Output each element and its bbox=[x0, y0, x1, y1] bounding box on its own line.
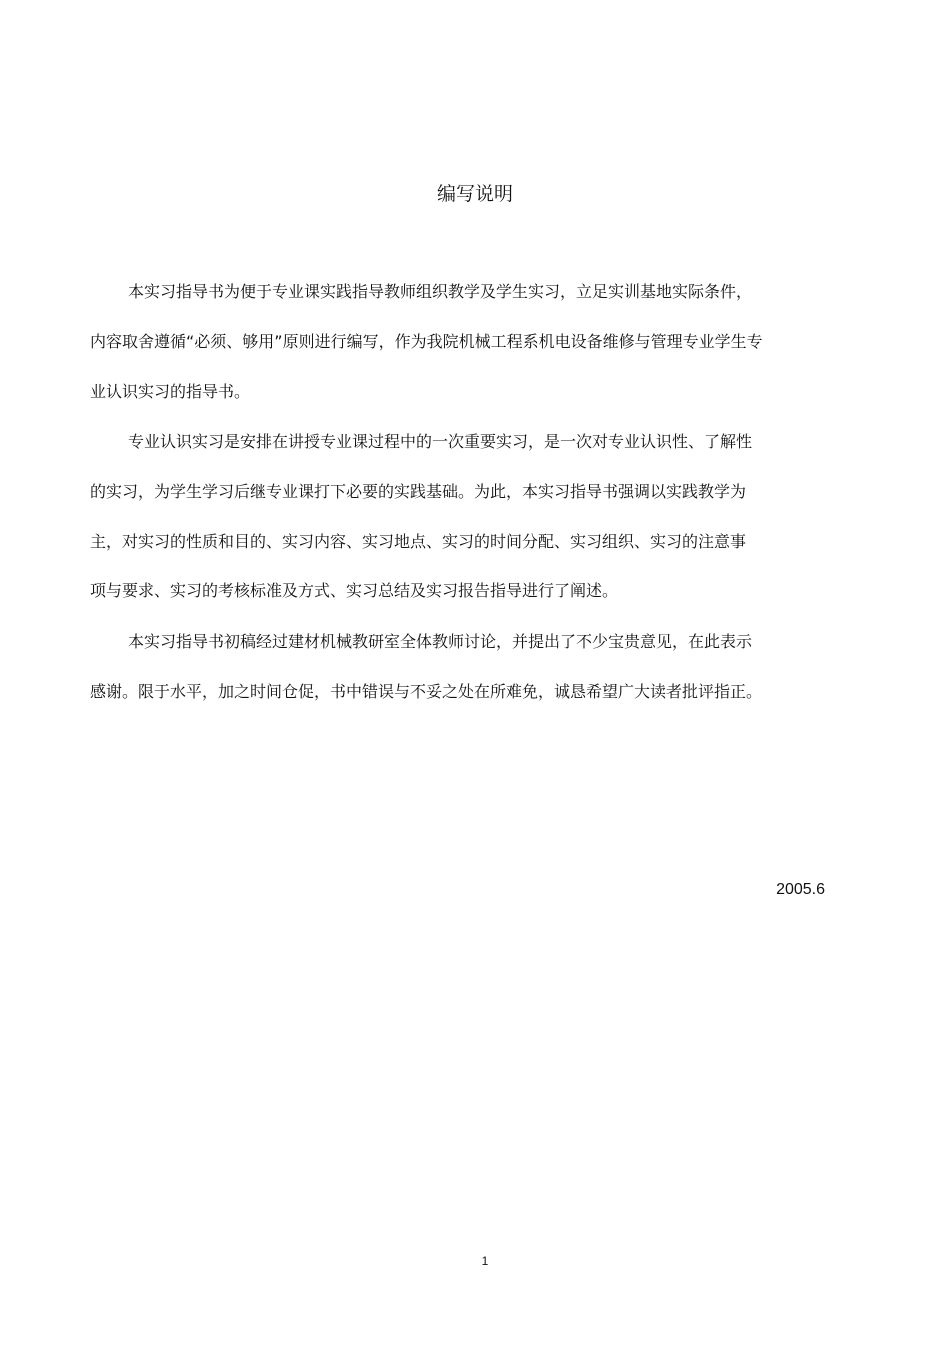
paragraph-line: 本实习指导书为便于专业课实践指导教师组织教学及学生实习，立足实训基地实际条件， bbox=[128, 282, 753, 301]
paragraph-line: 感谢。限于水平，加之时间仓促，书中错误与不妥之处在所难免，诚恳希望广大读者批评指正。 bbox=[90, 682, 763, 701]
paragraph-line: 的实习，为学生学习后继专业课打下必要的实践基础。为此，本实习指导书强调以实践教学为 bbox=[90, 482, 747, 501]
paragraph-line: 主，对实习的性质和目的、实习内容、实习地点、实习的时间分配、实习组织、实习的注意事 bbox=[90, 532, 747, 551]
page-title: 编写说明 bbox=[436, 183, 513, 205]
paragraph-line: 专业认识实习是安排在讲授专业课过程中的一次重要实习，是一次对专业认识性、了解性 bbox=[128, 432, 753, 451]
document-date: 2005.6 bbox=[776, 881, 825, 898]
paragraph-line: 项与要求、实习的考核标准及方式、实习总结及实习报告指导进行了阐述。 bbox=[90, 581, 619, 600]
page-number: 1 bbox=[481, 1254, 489, 1268]
paragraph-line: 业认识实习的指导书。 bbox=[90, 382, 251, 401]
paragraph-line: 内容取舍遵循“必须、够用”原则进行编写，作为我院机械工程系机电设备维修与管理专业学生专 bbox=[90, 332, 763, 351]
paragraph-line: 本实习指导书初稿经过建材机械教研室全体教师讨论，并提出了不少宝贵意见，在此表示 bbox=[128, 632, 753, 651]
